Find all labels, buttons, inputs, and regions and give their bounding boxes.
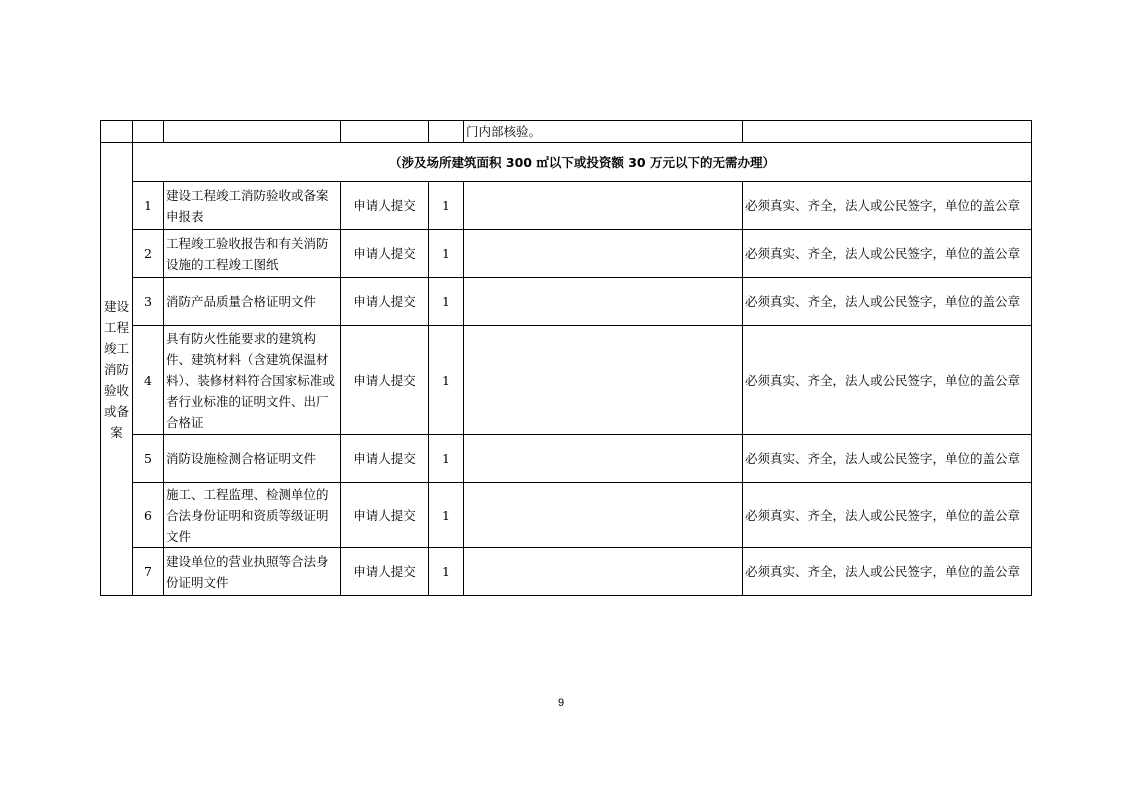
category-cell: 建设工程竣工消防验收或备案 xyxy=(101,143,133,596)
material-count: 1 xyxy=(429,435,464,483)
material-requirement: 必须真实、齐全，法人或公民签字，单位的盖公章 xyxy=(743,483,1032,548)
material-description xyxy=(464,483,743,548)
count-cell xyxy=(429,121,464,143)
material-source: 申请人提交 xyxy=(341,278,429,326)
row-number: 7 xyxy=(133,548,164,596)
material-source: 申请人提交 xyxy=(341,435,429,483)
description-cell: 门内部核验。 xyxy=(464,121,743,143)
row-number: 1 xyxy=(133,182,164,230)
material-name: 消防产品质量合格证明文件 xyxy=(164,278,341,326)
material-description xyxy=(464,548,743,596)
row-number: 4 xyxy=(133,326,164,435)
material-requirement: 必须真实、齐全，法人或公民签字，单位的盖公章 xyxy=(743,182,1032,230)
materials-table xyxy=(100,120,1032,596)
material-source: 申请人提交 xyxy=(341,230,429,278)
material-count: 1 xyxy=(429,326,464,435)
row-number: 6 xyxy=(133,483,164,548)
material-name: 工程竣工验收报告和有关消防设施的工程竣工图纸 xyxy=(164,230,341,278)
table-row-continued xyxy=(101,121,1032,143)
material-description xyxy=(464,326,743,435)
material-source: 申请人提交 xyxy=(341,182,429,230)
material-description xyxy=(464,435,743,483)
material-source: 申请人提交 xyxy=(341,483,429,548)
material-description xyxy=(464,182,743,230)
material-source: 申请人提交 xyxy=(341,548,429,596)
material-source: 申请人提交 xyxy=(341,326,429,435)
material-name: 消防设施检测合格证明文件 xyxy=(164,435,341,483)
material-name: 施工、工程监理、检测单位的合法身份证明和资质等级证明文件 xyxy=(164,483,341,548)
table-row xyxy=(101,230,1032,278)
material-requirement: 必须真实、齐全，法人或公民签字，单位的盖公章 xyxy=(743,278,1032,326)
section-title: （涉及场所建筑面积 300 ㎡以下或投资额 30 万元以下的无需办理） xyxy=(133,143,1032,182)
table-row xyxy=(101,326,1032,435)
material-count: 1 xyxy=(429,483,464,548)
table-row xyxy=(101,435,1032,483)
row-number: 3 xyxy=(133,278,164,326)
table-row xyxy=(101,548,1032,596)
table-row xyxy=(101,483,1032,548)
material-requirement: 必须真实、齐全，法人或公民签字，单位的盖公章 xyxy=(743,230,1032,278)
requirement-cell xyxy=(743,121,1032,143)
row-number: 2 xyxy=(133,230,164,278)
material-count: 1 xyxy=(429,278,464,326)
material-count: 1 xyxy=(429,182,464,230)
material-name-cell xyxy=(164,121,341,143)
material-name: 建设单位的营业执照等合法身份证明文件 xyxy=(164,548,341,596)
table-row xyxy=(101,182,1032,230)
material-name: 具有防火性能要求的建筑构件、建筑材料（含建筑保温材料）、装修材料符合国家标准或者行业标准的证明文件、出厂合格证 xyxy=(164,326,341,435)
material-requirement: 必须真实、齐全，法人或公民签字，单位的盖公章 xyxy=(743,326,1032,435)
material-requirement: 必须真实、齐全，法人或公民签字，单位的盖公章 xyxy=(743,435,1032,483)
source-cell xyxy=(341,121,429,143)
material-count: 1 xyxy=(429,230,464,278)
material-requirement: 必须真实、齐全，法人或公民签字，单位的盖公章 xyxy=(743,548,1032,596)
section-title-row xyxy=(101,143,1032,182)
category-cell xyxy=(101,121,133,143)
row-number: 5 xyxy=(133,435,164,483)
material-count: 1 xyxy=(429,548,464,596)
number-cell xyxy=(133,121,164,143)
material-description xyxy=(464,230,743,278)
page-number: 9 xyxy=(557,697,565,709)
material-description xyxy=(464,278,743,326)
material-name: 建设工程竣工消防验收或备案申报表 xyxy=(164,182,341,230)
table-row xyxy=(101,278,1032,326)
